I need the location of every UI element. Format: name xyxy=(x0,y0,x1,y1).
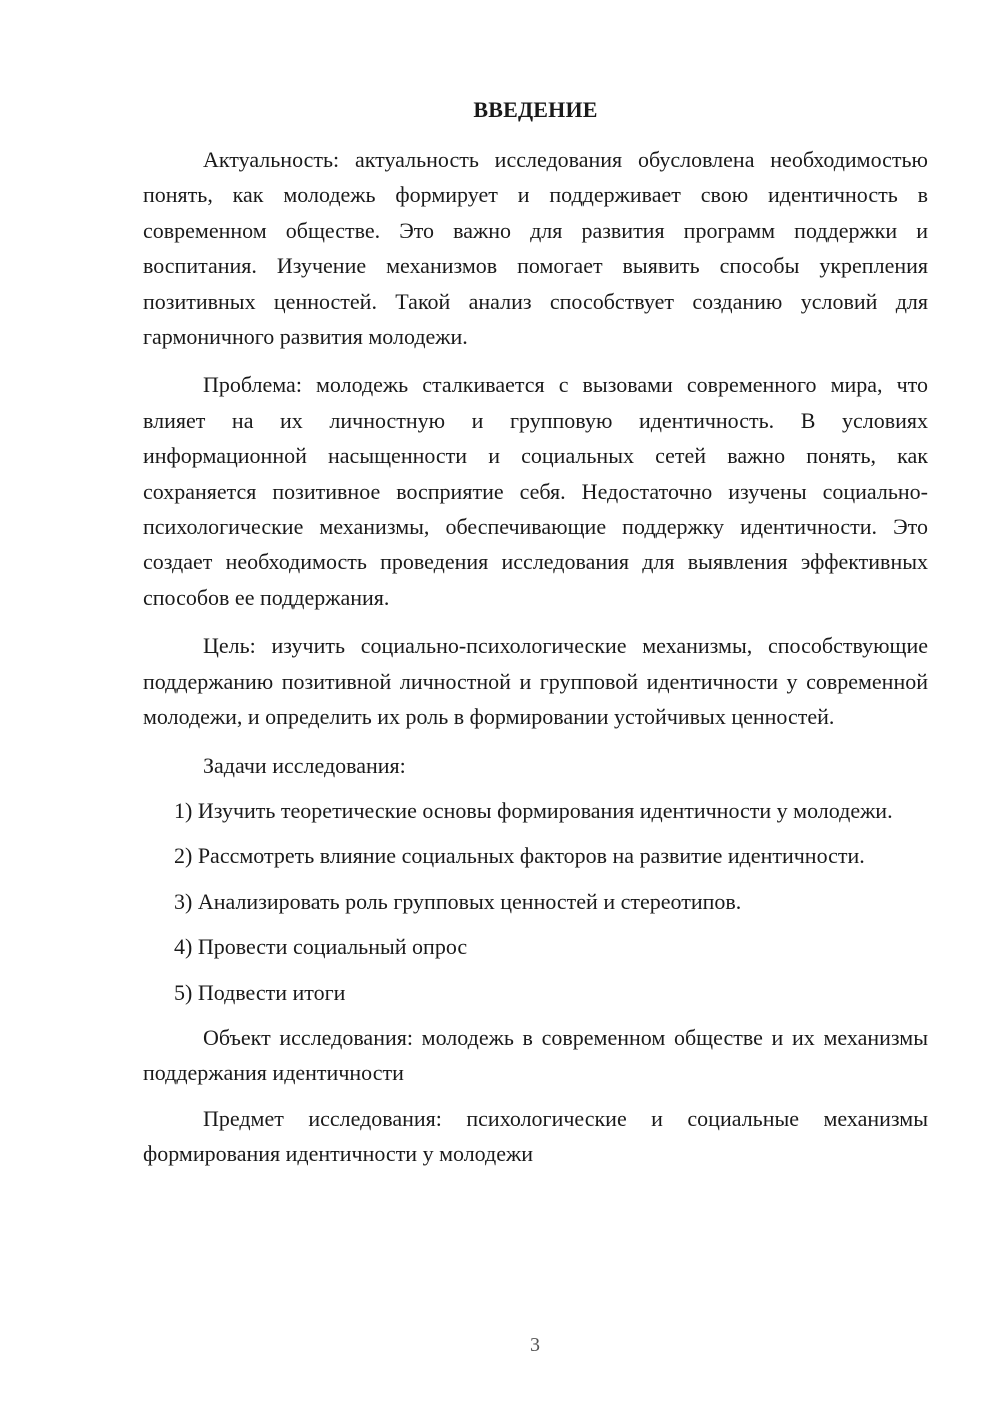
document-page xyxy=(143,95,928,1172)
list-item: 4) Провести социальный опрос xyxy=(174,934,468,960)
list-item: 2) Рассмотреть влияние социальных факторов на развитие идентичности. xyxy=(174,843,865,869)
list-item: 3) Анализировать роль групповых ценностей и стереотипов. xyxy=(174,888,742,914)
goal-paragraph: Цель: изучить социально-психологические механизмы, способствующие поддержанию позитивной личностной и групповой идентичности у современной молодежи, и определить их роль в формировании устойчивых ценностей. xyxy=(143,633,928,730)
list-item: 5) Подвести итоги xyxy=(174,979,346,1005)
subject-paragraph: Предмет исследования: психологические и социальные механизмы формирования идентичности у молодежи xyxy=(143,1105,928,1167)
tasks-heading: Задачи исследования: xyxy=(203,752,406,778)
object-paragraph: Объект исследования: молодежь в современном обществе и их механизмы поддержания идентичности xyxy=(143,1024,928,1086)
tasks-list xyxy=(143,793,928,1010)
page-title: ВВЕДЕНИЕ xyxy=(473,97,598,122)
list-item: 1) Изучить теоретические основы формирования идентичности у молодежи. xyxy=(174,797,893,823)
page-number: 3 xyxy=(530,1334,540,1356)
problem-paragraph: Проблема: молодежь сталкивается с вызовами современного мира, что влияет на их личностную и групповую идентичность. В условиях информационной насыщенности и социальных сетей важно понять, как сохраняется позитивное восприятие себя. Недостаточно изучены социально-психологические механизмы, обеспечивающие поддержку идентичности. Это создает необходимость проведения исследования для выявления эффективных способов ее поддержания. xyxy=(143,372,928,610)
relevance-paragraph: Актуальность: актуальность исследования обусловлена необходимостью понять, как молодежь формирует и поддерживает свою идентичность в современном обществе. Это важно для развития программ поддержки и воспитания. Изучение механизмов помогает выявить способы укрепления позитивных ценностей. Такой анализ способствует созданию условий для гармоничного развития молодежи. xyxy=(143,147,928,350)
